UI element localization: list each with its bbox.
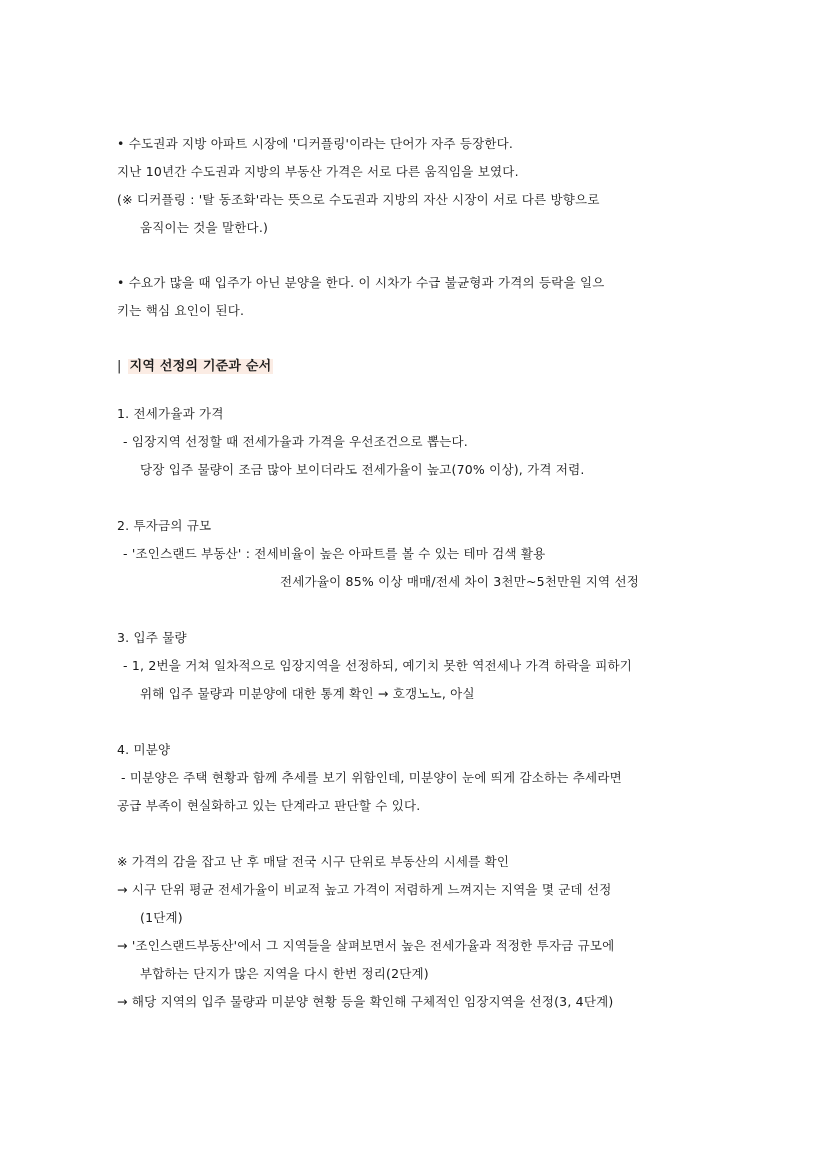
supply-line-1: • 수요가 많을 때 입주가 아닌 분양을 한다. 이 시차가 수급 불균형과 가격의 등락을 일으 [117,275,605,290]
intro-line-2: 지난 10년간 수도권과 지방의 부동산 가격은 서로 다른 움직임을 보였다. [117,164,519,179]
criterion-1-title: 1. 전세가율과 가격 [117,406,224,421]
criterion-2-line-1: - '조인스랜드 부동산' : 전세비율이 높은 아파트를 볼 수 있는 테마 검색 활용 [123,546,546,561]
heading-bar: | [117,359,122,374]
criterion-4-title: 4. 미분양 [117,742,171,757]
criterion-4-line-2: 공급 부족이 현실화하고 있는 단계라고 판단할 수 있다. [117,798,421,813]
section-title: 지역 선정의 기준과 순서 [129,359,272,374]
step-1-line-1: → 시구 단위 평균 전세가율이 비교적 높고 가격이 저렴하게 느껴지는 지역을 몇 군데 선정 [117,882,612,897]
criterion-3-title: 3. 입주 물량 [117,630,187,645]
supply-line-2: 키는 핵심 요인이 된다. [117,303,245,318]
section-heading [117,358,273,376]
criterion-1-line-1: - 임장지역 선정할 때 전세가율과 가격을 우선조건으로 뽑는다. [123,434,468,449]
step-2-line-2: 부합하는 단지가 많은 지역을 다시 한번 정리(2단계) [140,966,429,981]
step-1-line-2: (1단계) [140,910,183,925]
decoupling-note-line-2: 움직이는 것을 말한다.) [140,220,269,235]
decoupling-note-line-1: (※ 디커플링 : '탈 동조화'라는 뜻으로 수도권과 지방의 자산 시장이 서로 다른 방향으로 [117,192,600,207]
criterion-2-line-2: 전세가율이 85% 이상 매매/전세 차이 3천만~5천만원 지역 선정 [280,574,640,589]
criterion-3-line-2: 위해 입주 물량과 미분양에 대한 통계 확인 → 호갱노노, 아실 [140,686,475,701]
criterion-1-line-2: 당장 입주 물량이 조금 많아 보이더라도 전세가율이 높고(70% 이상), 가격 저렴. [140,462,585,477]
criterion-3-line-1: - 1, 2번을 거쳐 일차적으로 임장지역을 선정하되, 예기치 못한 역전세나 가격 하락을 피하기 [123,658,633,673]
criterion-2-title: 2. 투자금의 규모 [117,518,212,533]
step-2-line-1: → '조인스랜드부동산'에서 그 지역들을 살펴보면서 높은 전세가율과 적정한 투자금 규모에 [117,938,615,953]
intro-line-1: • 수도권과 지방 아파트 시장에 '디커플링'이라는 단어가 자주 등장한다. [117,136,514,151]
criterion-4-line-1: - 미분양은 주택 현황과 함께 추세를 보기 위함인데, 미분양이 눈에 띄게 감소하는 추세라면 [121,770,622,785]
process-intro: ※ 가격의 감을 잡고 난 후 매달 전국 시구 단위로 부동산의 시세를 확인 [117,854,510,869]
step-3-line-1: → 해당 지역의 입주 물량과 미분양 현황 등을 확인해 구체적인 임장지역을 선정(3, 4단계) [117,994,614,1009]
